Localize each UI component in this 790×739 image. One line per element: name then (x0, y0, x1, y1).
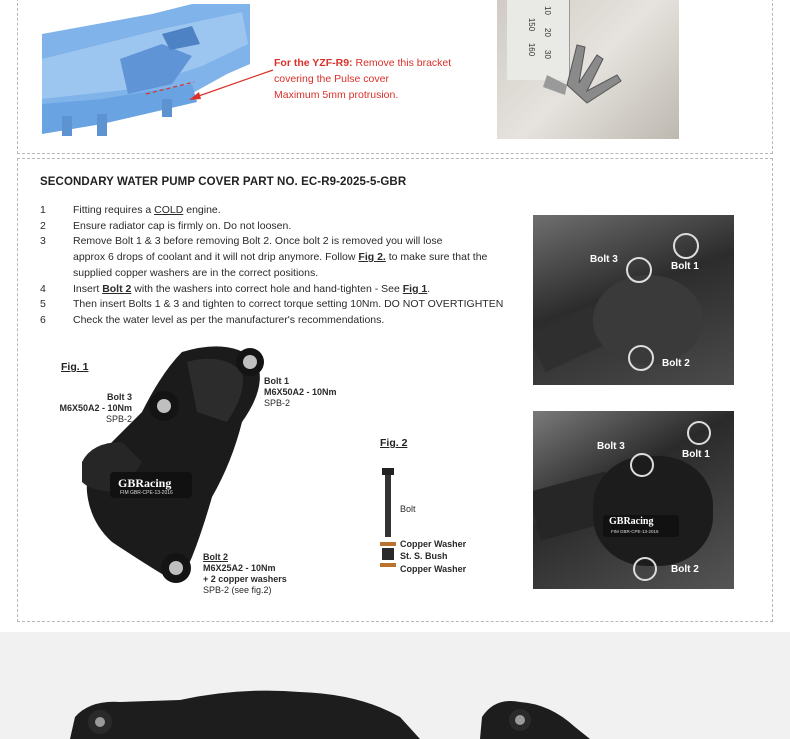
fig1-bolt2-extra: + 2 copper washers (203, 574, 287, 584)
ruler-tick-1: 150 (527, 17, 537, 32)
yzf-note-line3: Maximum 5mm protrusion. (274, 89, 399, 101)
bracket-piece (537, 25, 647, 125)
fig2-label: Fig. 2 (380, 437, 408, 449)
photo2-bolt1: Bolt 1 (682, 449, 710, 460)
photo1-bolt3: Bolt 3 (590, 254, 618, 265)
steps-list (40, 203, 510, 329)
ruler-tick-4: 20 (542, 28, 552, 37)
pump-cover-render (82, 342, 272, 587)
photo1-bolt1: Bolt 1 (671, 261, 699, 272)
ruler-tick-3: 10 (542, 6, 552, 15)
photo1-bolt2: Bolt 2 (662, 358, 690, 369)
fig1-bolt1-spec: M6X50A2 - 10Nm (264, 387, 337, 397)
fig1-bolt3-callout (54, 392, 132, 425)
fig1-label: Fig. 1 (61, 361, 89, 373)
fig1-brand: GBRacing (118, 476, 172, 490)
fig1-brand-sub: FIM GBR-CPE-13-2016 (120, 490, 173, 496)
engine-photo-2 (533, 411, 734, 589)
fig2-bolt: Bolt (400, 504, 416, 514)
fig1-bolt1-part: SPB-2 (264, 398, 291, 408)
step-2: 2 Ensure radiator cap is firmly on. Do not loosen. (40, 219, 292, 232)
product-photo-strip (0, 632, 790, 739)
step-4: 4 Insert Bolt 2 with the washers into correct hole and hand-tighten - See Fig 1. (40, 282, 431, 295)
product-covers-render (0, 632, 790, 739)
ruler-photo (497, 0, 679, 139)
fig1-bolt2-callout (203, 552, 287, 596)
fig1-bolt2-part: SPB-2 (see fig.2) (203, 585, 272, 595)
engine-photo-1 (533, 215, 734, 385)
fig1-bolt2-spec: M6X25A2 - 10Nm (203, 563, 276, 573)
bolt-stack-drawing (378, 466, 398, 574)
yzf-note (274, 55, 484, 103)
fig2-washer2: Copper Washer (400, 564, 467, 574)
photo2-brand-sub: FIM GBR-CPE-13-2016 (611, 529, 659, 534)
fig1-bolt2-name: Bolt 2 (203, 552, 229, 562)
photo2-brand: GBRacing (609, 516, 654, 527)
arrow-icon (185, 68, 275, 104)
section-title: SECONDARY WATER PUMP COVER PART NO. EC-R9-2025-5-GBR (40, 176, 407, 188)
fig1-bolt3-spec: M6X50A2 - 10Nm (59, 403, 132, 413)
fig1-bolt1-name: Bolt 1 (264, 376, 290, 386)
fig2-bush: St. S. Bush (400, 551, 448, 561)
step-5: 5 Then insert Bolts 1 & 3 and tighten to correct torque setting 10Nm. DO NOT OVERTIGHTEN (40, 298, 504, 311)
step-1: 1 Fitting requires a COLD engine. (40, 204, 221, 216)
fig1-bolt3-part: SPB-2 (105, 414, 132, 424)
yzf-note-model: For the YZF-R9: (274, 57, 353, 69)
step-3: 3 Remove Bolt 1 & 3 before removing Bolt 2. Once bolt 2 is removed you will lose approx 6 drops of coolant and it will not drip anymore. Follow Fig 2. to make sure that the supplied copper washers are in the correct positions. (40, 235, 488, 279)
step-6: 6 Check the water level as per the manufacturer's recommendations. (40, 313, 385, 326)
yzf-note-line2: covering the Pulse cover (274, 73, 389, 85)
fig1-bolt1-callout (264, 376, 337, 409)
yzf-note-line1: Remove this bracket (355, 57, 452, 69)
ruler-tick-5: 30 (542, 50, 552, 59)
photo2-bolt3: Bolt 3 (597, 441, 625, 452)
fig2-washer1: Copper Washer (400, 539, 467, 549)
fig1-bolt3-name: Bolt 3 (106, 392, 132, 402)
photo2-bolt2: Bolt 2 (671, 564, 699, 575)
ruler-tick-2: 160 (527, 42, 537, 57)
